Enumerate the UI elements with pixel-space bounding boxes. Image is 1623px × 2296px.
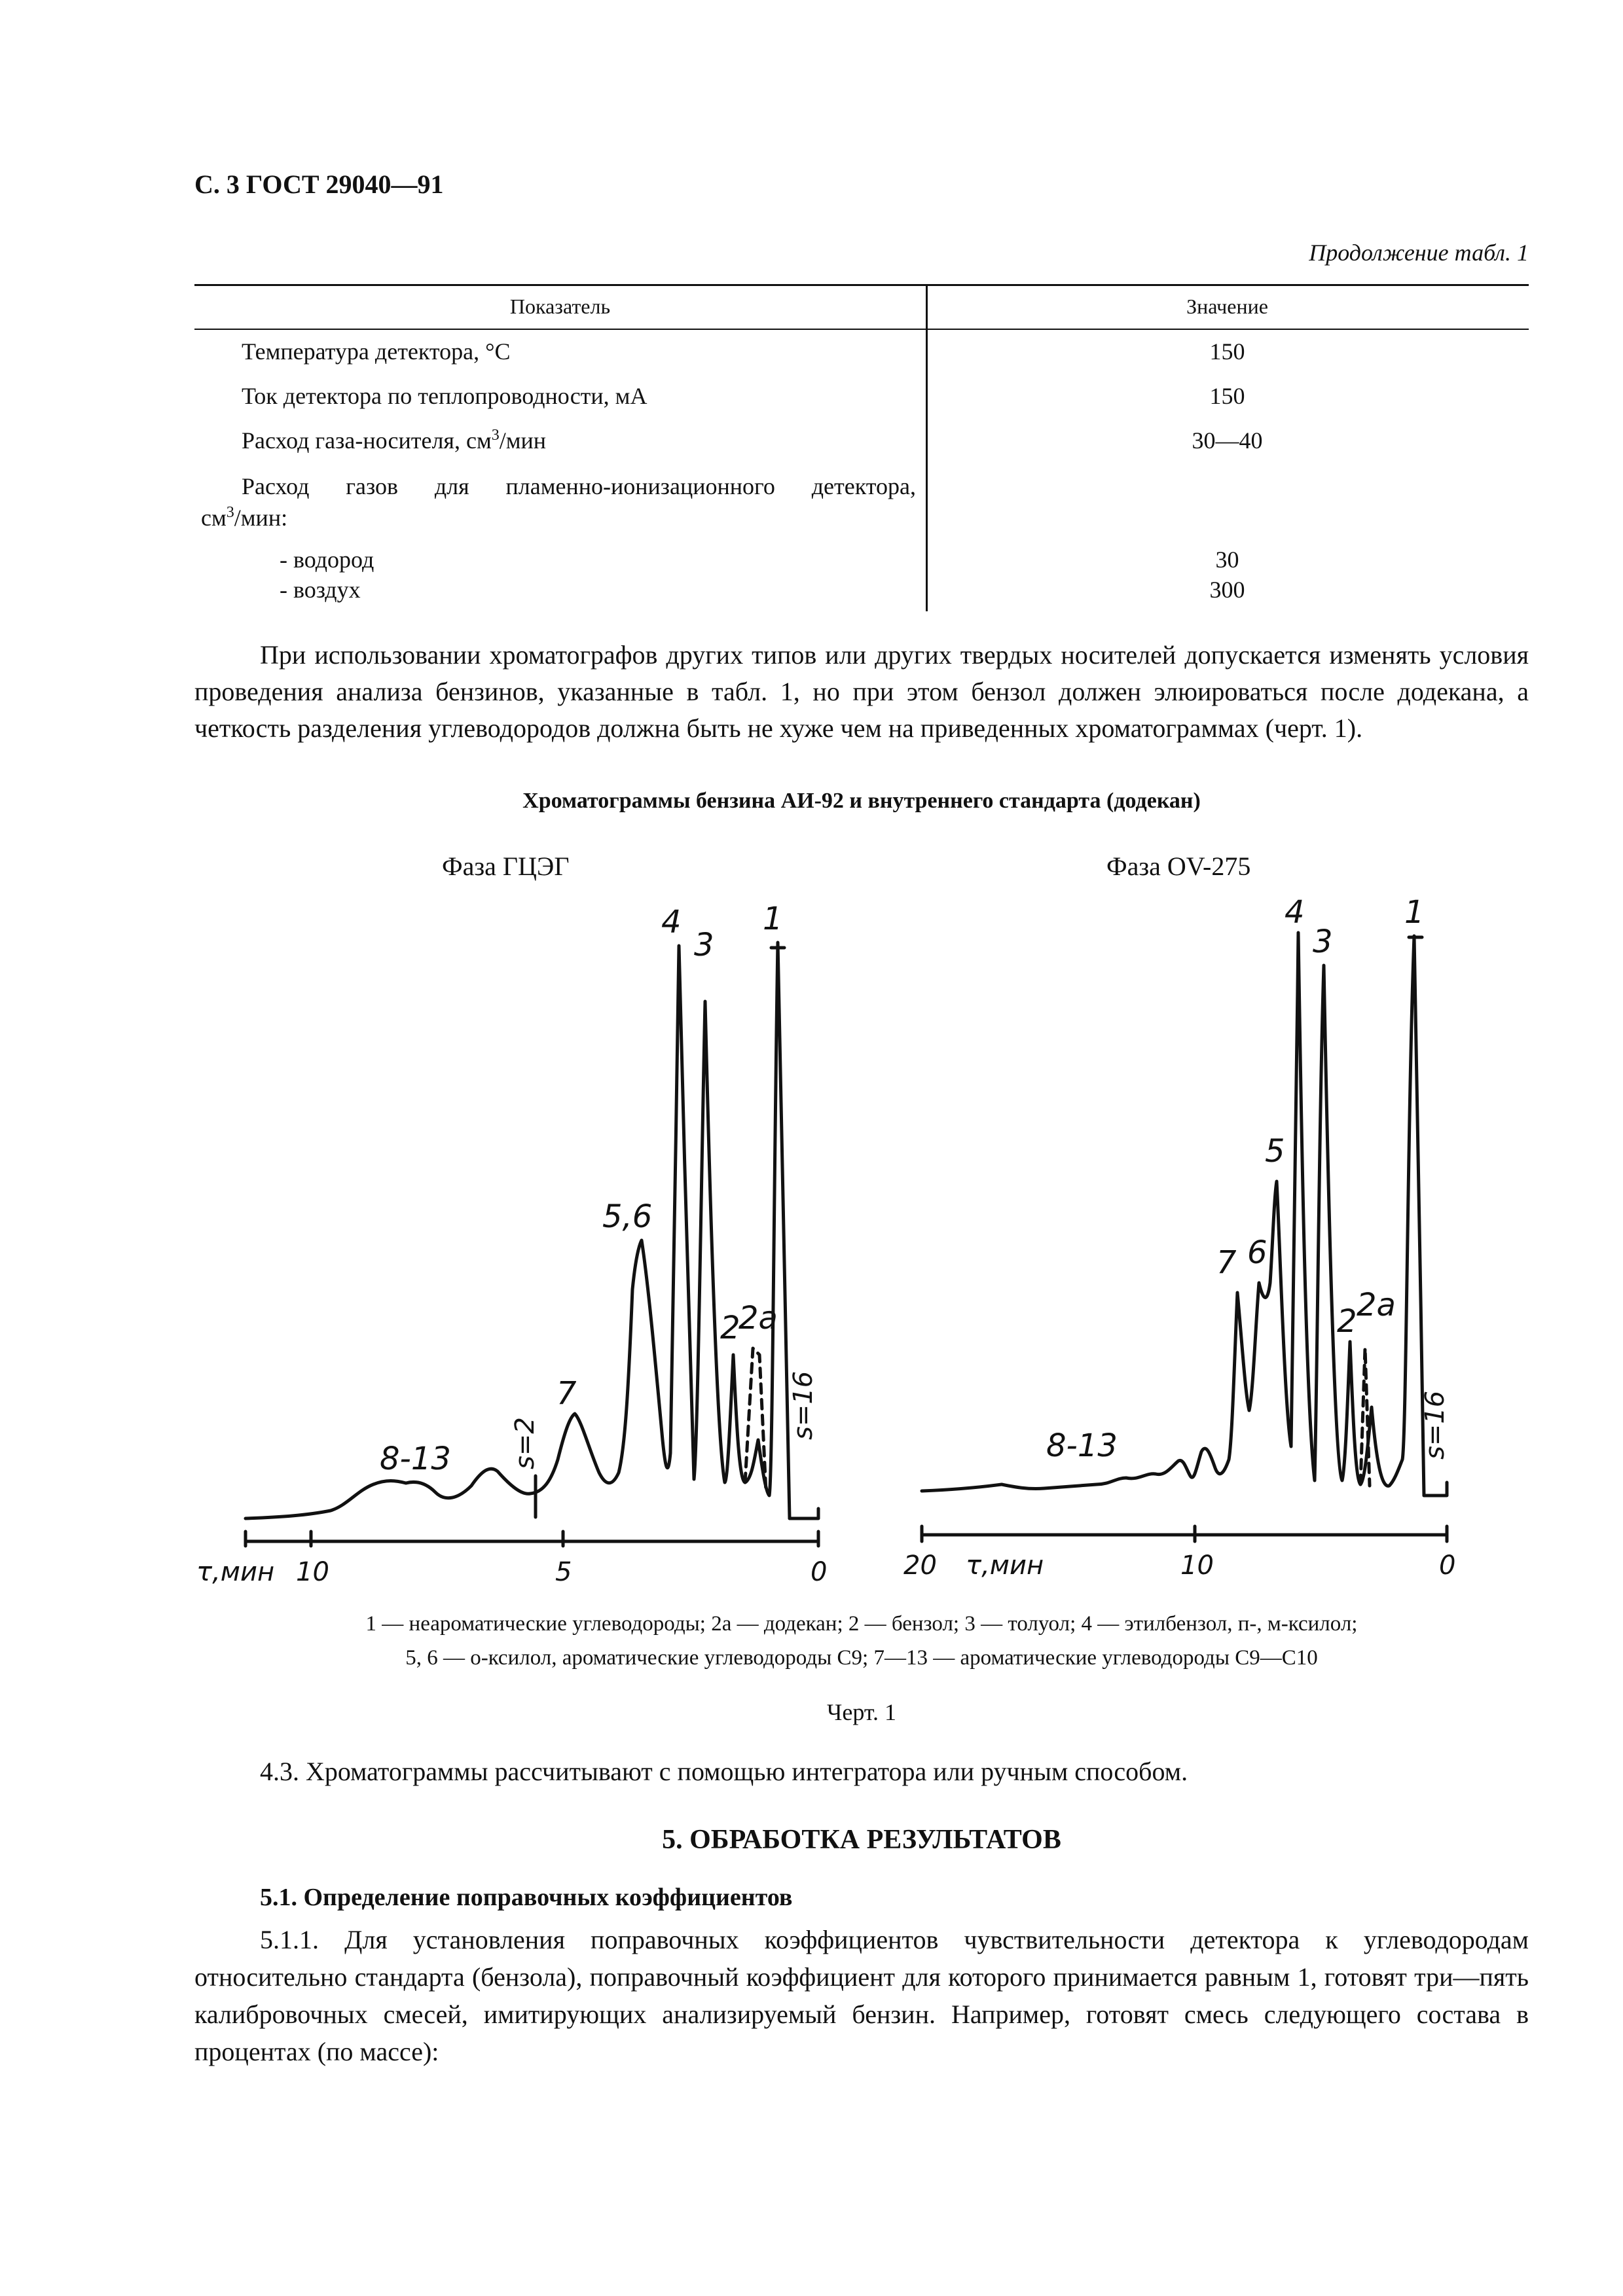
paragraph-conditions	[194, 637, 1529, 747]
left-peak-label: 3	[694, 927, 714, 963]
right-tick-label: 20	[903, 1551, 937, 1581]
right-chromatogram-trace	[922, 933, 1424, 1496]
row-label: - воздух	[280, 577, 361, 603]
subsection-5-1-heading: 5.1. Определение поправочных коэффициентов	[260, 1884, 793, 1911]
right-attenuation-label: s=16	[1420, 1390, 1450, 1460]
right-tick-label: 10	[1180, 1551, 1214, 1581]
row-value: 30—40	[1192, 427, 1263, 454]
row-label: Ток детектора по теплопроводности, мА	[242, 383, 647, 409]
left-attenuation-label: s=2	[510, 1417, 540, 1469]
right-peak-label: 5	[1265, 1133, 1285, 1170]
row-label: Температура детектора, °С	[242, 338, 511, 365]
row-value: 300	[1209, 577, 1245, 603]
parameters-table	[194, 284, 1529, 611]
paragraph-text: 5.1.1. Для установления поправочных коэффициентов чувствительности детектора к углеводородам относительно стандарта (бензола), поправочный коэффициент для которого принимается равным 1, готовят три—пять калибровочных смесей, имитирующих анализируемый бензин. Например, готовят смесь следующего состава в процентах (по массе):	[194, 1925, 1529, 2066]
left-peak-label: 5,6	[602, 1198, 653, 1235]
row-value: 150	[1209, 383, 1245, 409]
row-label: Расход газа-носителя, $см^3$/мин	[242, 427, 547, 454]
table-header-indicator: Показатель	[509, 295, 611, 318]
right-peak-label: 8-13	[1046, 1427, 1118, 1464]
table-header-border	[194, 329, 1529, 330]
right-peak-label: 6	[1247, 1234, 1267, 1271]
row-label: Расход газов для пламенно-ионизационного детектора,	[242, 473, 916, 499]
left-tick-label: 0	[811, 1557, 828, 1587]
caption-line: 5, 6 — о-ксилол, ароматические углеводороды С9; 7—13 — ароматические углеводороды С9—С10	[405, 1646, 1318, 1670]
left-peak-label: 2	[720, 1310, 740, 1346]
left-attenuation-label: s=16	[788, 1371, 818, 1440]
left-tick-label: 5	[555, 1557, 572, 1587]
right-peak-label: 2	[1337, 1303, 1357, 1340]
right-tick-label: 0	[1439, 1551, 1456, 1581]
row-label: - водород	[280, 547, 374, 573]
row-value: 150	[1209, 338, 1245, 365]
right-chromatogram	[903, 894, 1480, 1604]
left-tick-label: 10	[296, 1557, 329, 1587]
section-5-heading: 5. ОБРАБОТКА РЕЗУЛЬТАТОВ	[662, 1825, 1061, 1855]
right-peak-label: 3	[1313, 924, 1333, 960]
table-header-value: Значение	[1186, 295, 1268, 318]
right-peak-label: 7	[1216, 1244, 1237, 1281]
right-peak-label: 4	[1285, 894, 1305, 931]
left-chromatogram	[196, 897, 851, 1604]
right-axis-label: τ,мин	[966, 1551, 1044, 1581]
right-peak-label: 1	[1404, 894, 1425, 931]
left-phase-label: Фаза ГЦЭГ	[442, 852, 570, 881]
left-attenuation-step	[790, 1509, 818, 1518]
left-peak-label: 4	[661, 904, 682, 941]
page-header: С. 3 ГОСТ 29040—91	[194, 170, 444, 199]
right-phase-label: Фаза OV-275	[1106, 852, 1251, 881]
left-peak-label: 2a	[739, 1300, 778, 1336]
table-continuation-note: Продолжение табл. 1	[1309, 240, 1529, 266]
figure-title: Хроматограммы бензина АИ-92 и внутреннего стандарта (додекан)	[522, 789, 1201, 813]
table-top-border	[194, 284, 1529, 286]
left-peak-label: 7	[556, 1375, 577, 1412]
caption-line: 1 — неароматические углеводороды; 2а — додекан; 2 — бензол; 3 — толуол; 4 — этилбензол, п-, м-ксилол;	[365, 1612, 1358, 1636]
paragraph-5-1-1	[194, 1921, 1529, 2070]
figure-number: Черт. 1	[827, 1699, 896, 1725]
row-value: 30	[1215, 547, 1239, 573]
right-attenuation-step	[1424, 1482, 1447, 1496]
figure-caption	[194, 1607, 1529, 1675]
row-label-continuation: $см^3$/мин:	[201, 504, 288, 531]
paragraph-4-3: 4.3. Хроматограммы рассчитывают с помощью интегратора или ручным способом.	[260, 1757, 1188, 1786]
right-peak-label: 2a	[1357, 1287, 1396, 1323]
left-peak-label: 8-13	[380, 1441, 451, 1477]
left-peak-label: 1	[763, 901, 783, 937]
left-axis-label: τ,мин	[196, 1557, 275, 1587]
paragraph-text: При использовании хроматографов других типов или других твердых носителей допускается изменять условия проведения анализа бензинов, указанные в табл. 1, но при этом бензол должен элюироваться после додекана, а четкость разделения углеводородов должна быть не хуже чем на приведенных хроматограммах (черт. 1).	[194, 640, 1529, 743]
